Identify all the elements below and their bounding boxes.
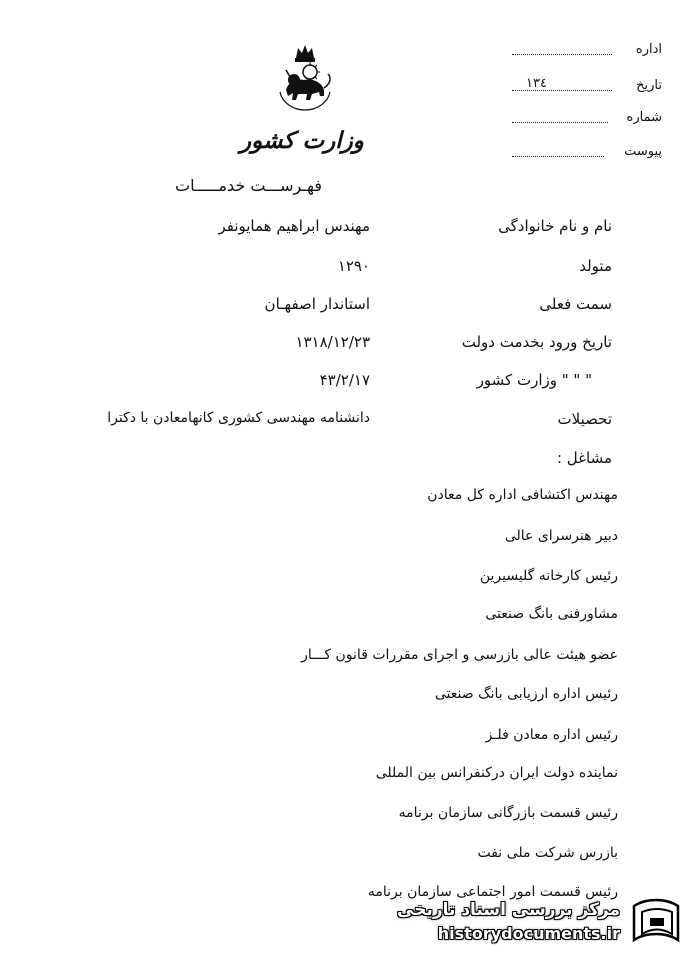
attachment-field bbox=[512, 144, 662, 164]
ministry-entry-value: ۴۳/۲/۱۷ bbox=[319, 371, 370, 389]
education-label: تحصیلات bbox=[557, 410, 612, 428]
office-field bbox=[512, 42, 662, 62]
office-dotted-line bbox=[512, 54, 612, 55]
list-item: مهندس اکتشافی اداره کل معادن bbox=[427, 487, 618, 503]
office-label: اداره bbox=[635, 42, 662, 57]
list-item: رئیس قسمت بازرگانی سازمان برنامه bbox=[398, 805, 618, 821]
list-item: عضو هیئت عالی بازرسی و اجرای مقررات قانون کـــار bbox=[301, 647, 618, 663]
position-value: استاندار اصفهـان bbox=[264, 295, 370, 313]
list-item: رئیس کارخانه گلیسیرین bbox=[479, 568, 618, 584]
number-label: شماره bbox=[626, 110, 662, 125]
list-item: رئیس قسمت امور اجتماعی سازمان برنامه bbox=[367, 884, 618, 900]
date-label: تاریخ bbox=[636, 78, 662, 93]
attachment-dotted-line bbox=[512, 156, 604, 157]
watermark bbox=[397, 896, 686, 952]
list-item: رئیس اداره ارزیابی بانگ صنعتی bbox=[434, 686, 618, 702]
list-item: دبیر هنرسرای عالی bbox=[504, 528, 618, 544]
entry-label: تاریخ ورود بخدمت دولت bbox=[461, 333, 612, 351]
birth-value: ۱۲۹۰ bbox=[337, 257, 370, 275]
position-label: سمت فعلی bbox=[539, 295, 612, 313]
watermark-title: مرکز بررسی اسناد تاریخی bbox=[397, 900, 620, 920]
name-value: مهندس ابراهیم همایونفر bbox=[218, 217, 370, 235]
watermark-url: historydocuments.ir bbox=[437, 924, 620, 943]
list-item: رئیس اداره معادن فلـز bbox=[485, 727, 618, 743]
education-value: دانشنامه مهندسی کشوری کانهامعادن با دکترا bbox=[107, 410, 370, 426]
ministry-entry-label: " " " وزارت کشور bbox=[476, 371, 592, 389]
document-title: فهـرســـت خدمـــــات bbox=[175, 176, 323, 195]
list-item: بازرس شرکت ملی نفت bbox=[477, 845, 618, 861]
name-label: نام و نام خانوادگی bbox=[498, 217, 612, 235]
entry-value: ۱۳۱۸/۱۲/۲۳ bbox=[295, 333, 370, 351]
lion-and-sun-emblem-icon bbox=[272, 40, 338, 114]
birth-label: متولد bbox=[579, 257, 612, 275]
number-field bbox=[512, 110, 662, 130]
jobs-label: مشاغل : bbox=[556, 449, 612, 467]
ministry-title: وزارت کشور bbox=[240, 128, 364, 154]
attachment-label: پیوست bbox=[624, 144, 662, 159]
date-value: ۱۳٤ bbox=[526, 76, 547, 91]
number-dotted-line bbox=[512, 122, 608, 123]
date-field bbox=[512, 78, 662, 98]
history-documents-logo-icon bbox=[628, 896, 684, 952]
list-item: مشاورفنی بانگ صنعتی bbox=[485, 606, 618, 622]
list-item: نماینده دولت ایران درکنفرانس بین المللی bbox=[375, 765, 618, 781]
